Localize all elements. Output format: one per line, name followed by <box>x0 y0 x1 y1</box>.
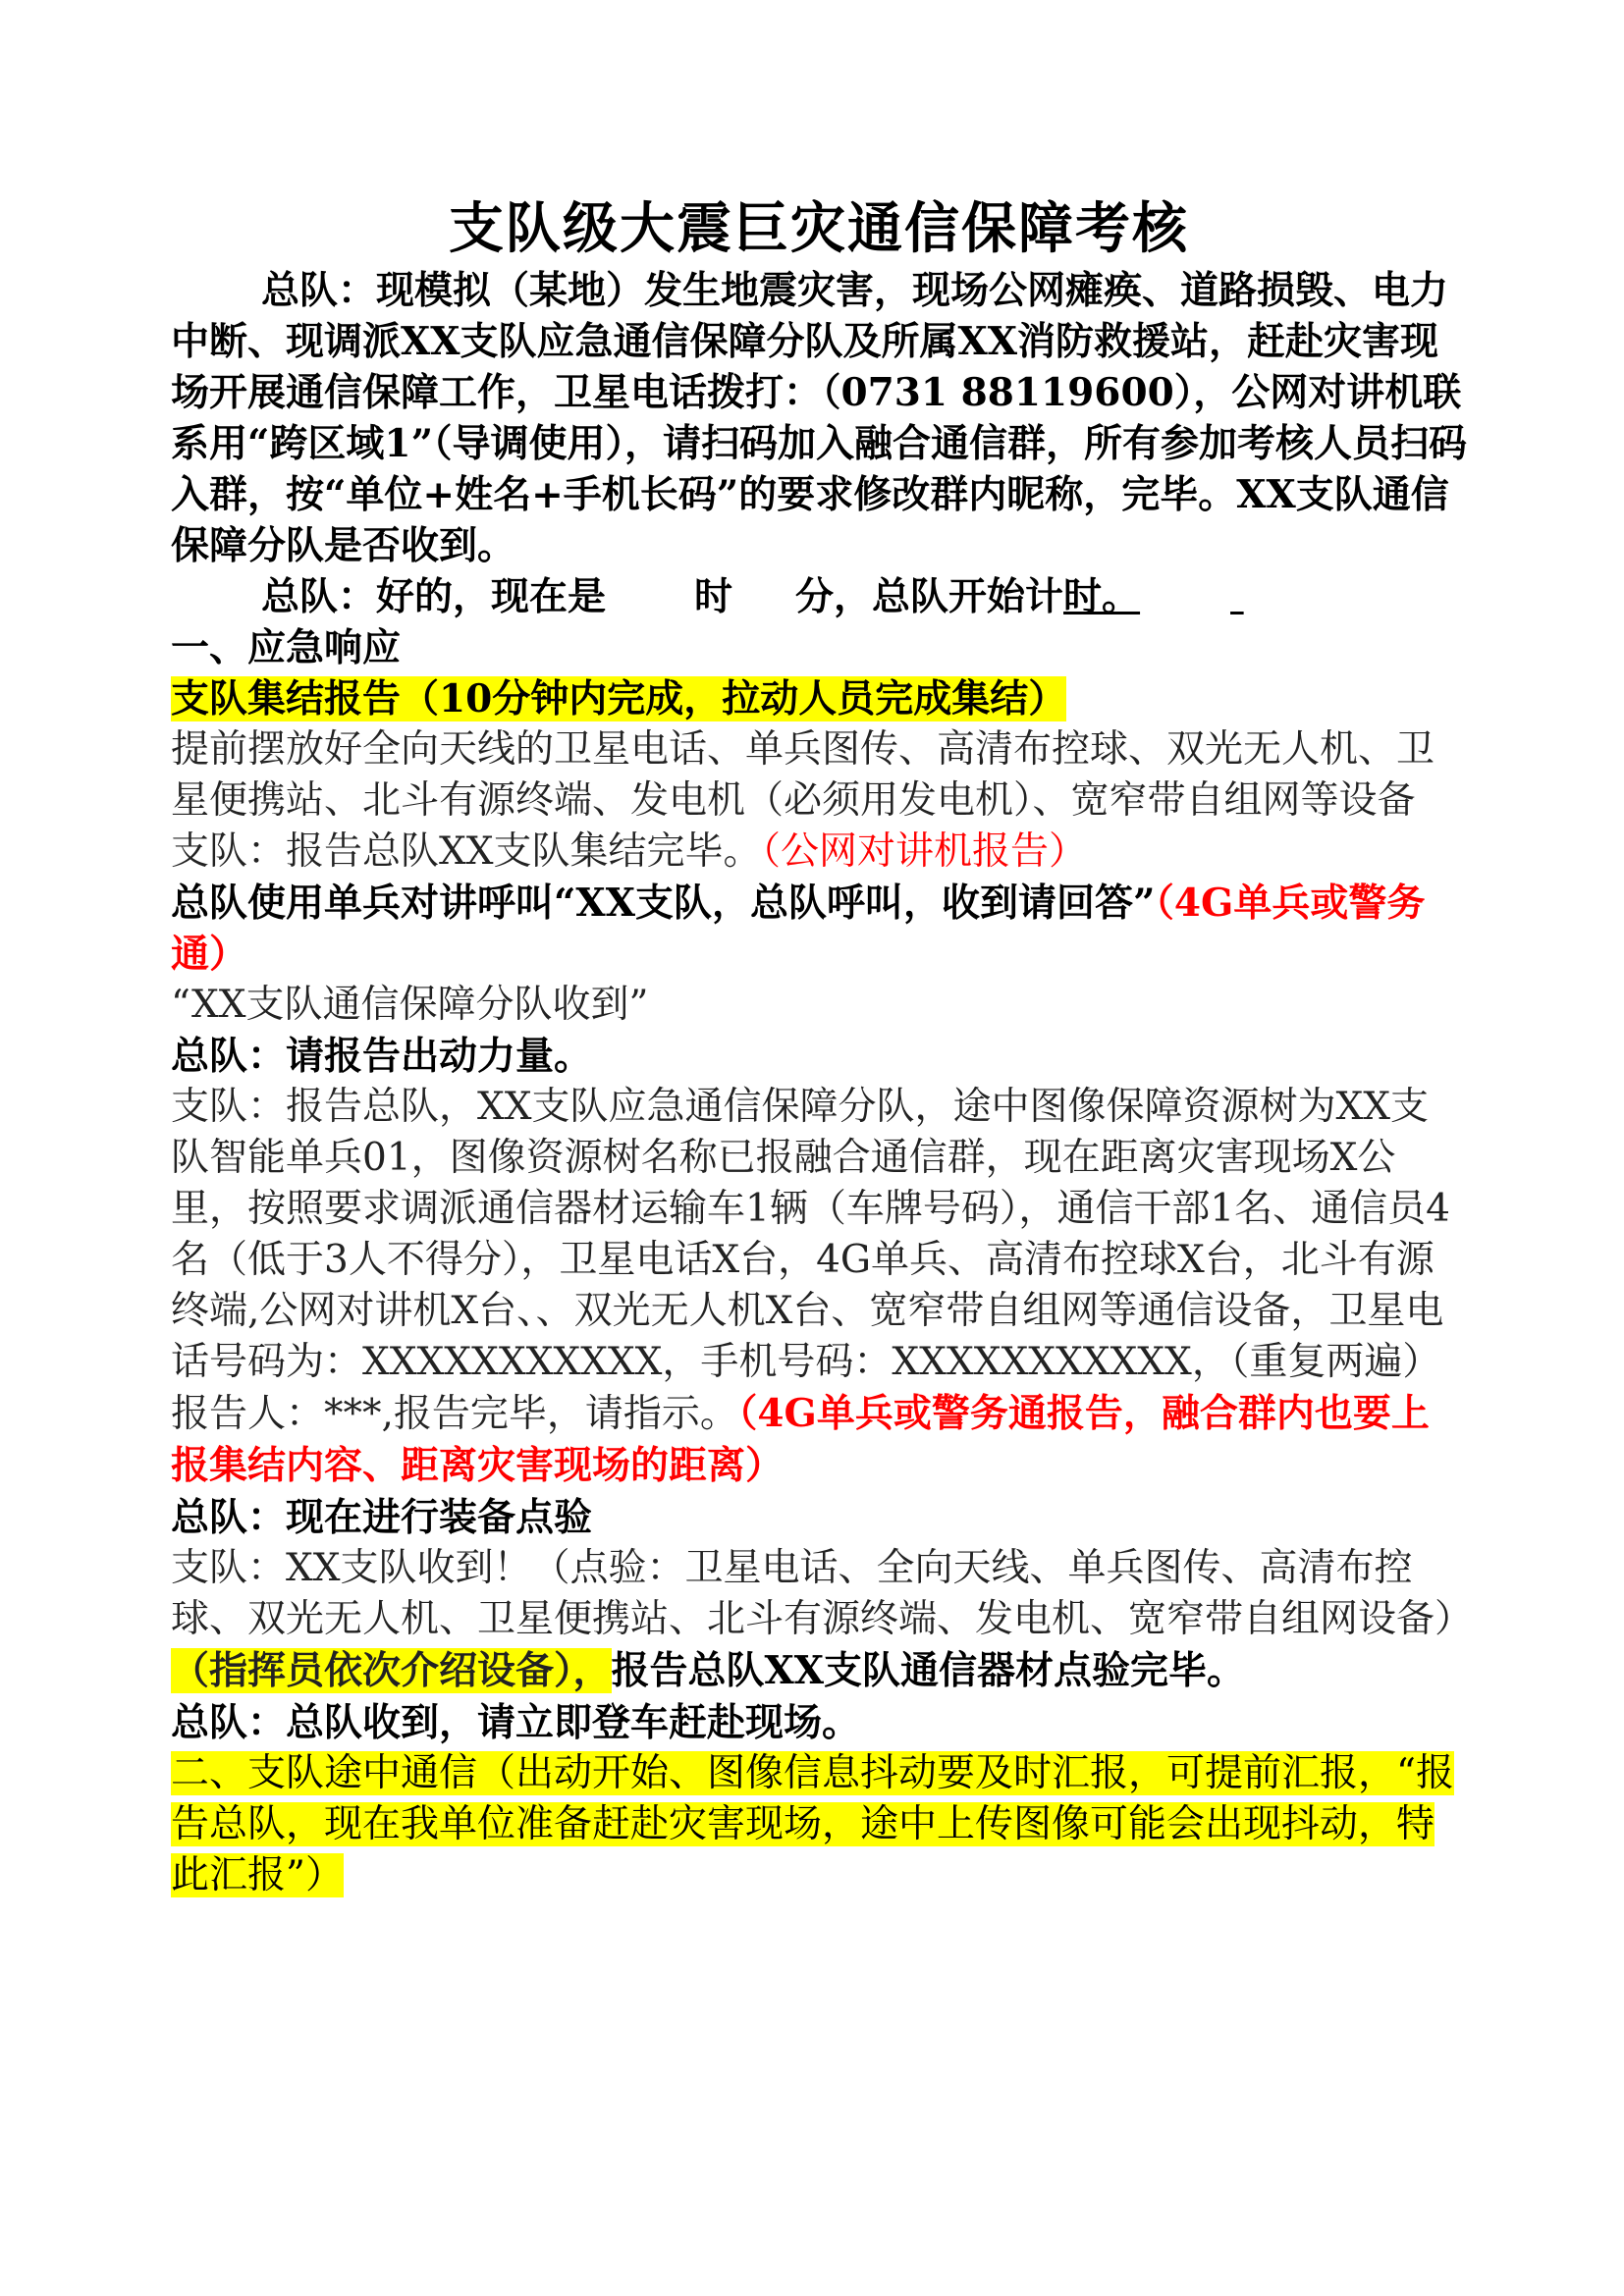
request-force: 总队：请报告出动力量。 <box>171 1034 593 1079</box>
timing-suffix: 时。 <box>1063 574 1141 619</box>
section2-heading-text: 二、支队途中通信（出动开始、图像信息抖动要及时汇报，可提前汇报，“报告总队，现在我单位准备赶赴灾害现场，途中上传图像可能会出现抖动，特此汇报”） <box>171 1751 1454 1897</box>
inspect-command: 总队：现在进行装备点验 <box>171 1495 593 1540</box>
depart-command: 总队：总队收到，请立即登车赶赴现场。 <box>171 1700 861 1745</box>
inspect-done: 报告总队XX支队通信器材点验完毕。 <box>611 1648 1246 1693</box>
call-note: （4G单兵或警务通） <box>171 881 1426 977</box>
force-report-text: 支队：报告总队，XX支队应急通信保障分队，途中图像保障资源树为XX支队智能单兵01，图像资源树名称已报融合通信群，现在距离灾害现场X公里，按照要求调派通信器材运输车1辆（车牌号码），通信干部1名、通信员4名（低于3人不得分），卫星电话X台，4G单兵、高清布控球X台，北斗有源终端,公网对讲机X台、、双光无人机X台、宽窄带自组网等通信设备，卫星电话号码为：XXXXXXXXXXX，手机号码：XXXXXXXXXXX，（重复两遍）报告人：***,报告完毕，请指示。 <box>171 1085 1450 1436</box>
call-line <box>171 878 1467 980</box>
call-text: 总队使用单兵对讲呼叫“XX支队，总队呼叫，收到请回答” <box>171 881 1156 926</box>
inspect-note: （指挥员依次介绍设备）， <box>171 1648 612 1693</box>
force-report <box>171 1082 1467 1492</box>
timing-hour: 时 <box>694 574 733 619</box>
assembly-heading-text: 支队集结报告（10分钟内完成，拉动人员完成集结） <box>171 676 1067 721</box>
report-done-text: 支队：报告总队XX支队集结完毕。 <box>171 829 762 874</box>
intro-paragraph: 总队：现模拟（某地）发生地震灾害，现场公网瘫痪、道路损毁、电力中断、现调派XX支队应急通信保障分队及所属XX消防救援站，赶赴灾害现场开展通信保障工作，卫星电话拨打：（0731 88119600），公网对讲机联系用“跨区域1”（导调使用），请扫码加入融合通信群，所有参加考核人员扫码入群，按“单位+姓名+手机长码”的要求修改群内昵称，完毕。XX支队通信保障分队是否收到。 <box>171 268 1468 568</box>
reply-line: “XX支队通信保障分队收到” <box>171 983 649 1027</box>
document-title: 支队级大震巨灾通信保障考核 <box>449 196 1189 261</box>
inspect-reply-text: 支队：XX支队收到！（点验：卫星电话、全向天线、单兵图传、高清布控球、双光无人机、卫星便携站、北斗有源终端、发电机、宽窄带自组网设备） <box>171 1546 1474 1641</box>
force-report-note: （4G单兵或警务通报告，融合群内也要上报集结内容、距离灾害现场的距离） <box>171 1391 1430 1488</box>
section2-heading <box>171 1748 1467 1901</box>
timing-prefix: 总队：好的，现在是 <box>261 574 607 619</box>
inspect-reply <box>171 1543 1474 1697</box>
report-done-line <box>171 827 1467 878</box>
timing-minute: 分，总队开始计 <box>795 574 1064 619</box>
report-done-note: （公网对讲机报告） <box>761 829 1088 874</box>
section1-heading: 一、应急响应 <box>171 625 402 670</box>
equipment-prep: 提前摆放好全向天线的卫星电话、单兵图传、高清布控球、双光无人机、卫星便携站、北斗有源终端、发电机（必须用发电机）、宽窄带自组网等设备 <box>171 727 1435 823</box>
assembly-heading <box>171 673 1467 724</box>
timing-line <box>171 571 1467 622</box>
